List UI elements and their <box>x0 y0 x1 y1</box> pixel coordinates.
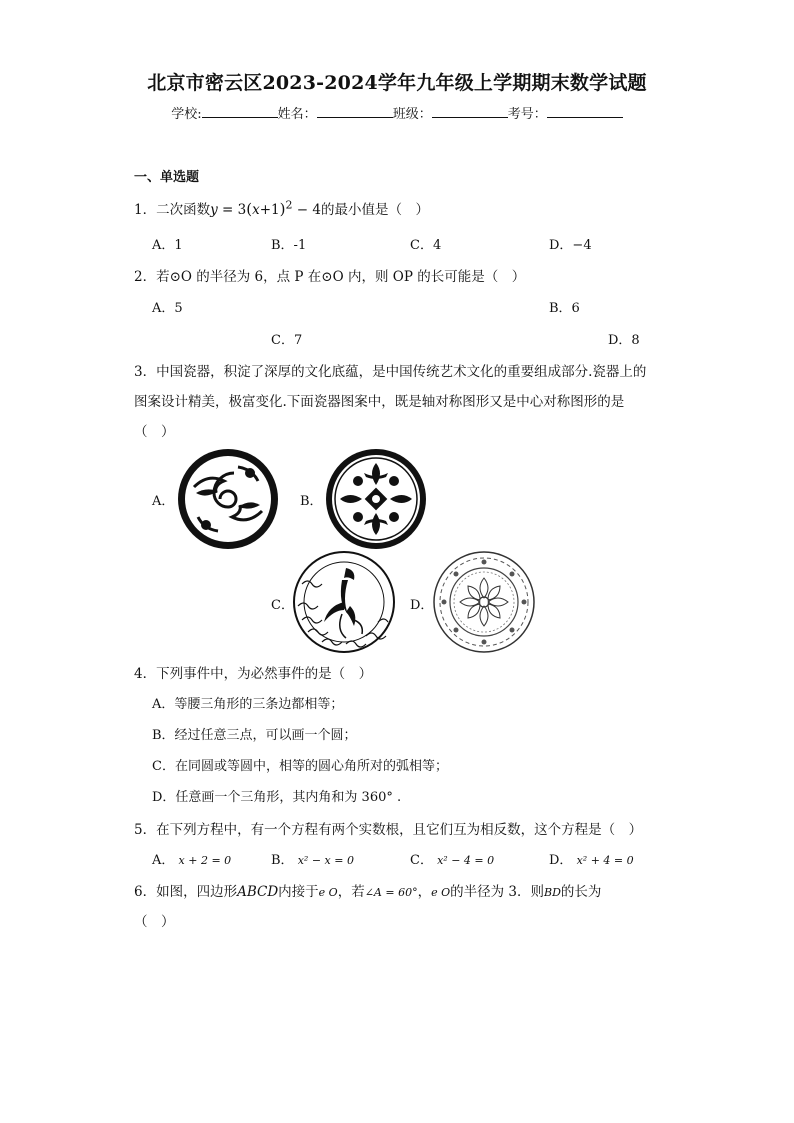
q3-option-b[interactable]: B． <box>300 494 323 509</box>
school-field: 学校: <box>171 103 277 122</box>
question-4: 4．下列事件中，为必然事件的是（ ） <box>134 666 373 682</box>
arc-bd: BD <box>544 886 561 899</box>
q2-option-c[interactable]: C．7 <box>271 333 303 348</box>
q2-option-b[interactable]: B．6 <box>549 301 580 316</box>
q1-option-d[interactable]: D．−4 <box>549 238 592 253</box>
q3-option-d[interactable]: D． <box>410 598 434 613</box>
section-heading: 一、单选题 <box>134 170 200 185</box>
q1-option-c[interactable]: C．4 <box>410 238 442 253</box>
question-5: 5．在下列方程中，有一个方程有两个实数根，且它们互为相反数，这个方程是（ ） <box>134 822 643 838</box>
question-2: 2．若⊙O 的半径为 6，点 P 在⊙O 内，则 OP 的长可能是（ ） <box>134 269 526 285</box>
q4-option-d[interactable]: D．任意画一个三角形，其内角和为 360° . <box>152 790 402 805</box>
porcelain-c-image <box>292 550 396 654</box>
exam-number-field: 考号： <box>508 103 623 122</box>
question-6-line-2: （ ） <box>134 914 175 930</box>
q2-option-d[interactable]: D．8 <box>608 333 640 348</box>
q4-option-c[interactable]: C．在同圆或等圆中，相等的圆心角所对的弧相等； <box>152 759 448 774</box>
q5-option-b[interactable]: B． x² − x = 0 <box>271 853 354 868</box>
question-6: 6．如图，四边形ABCD内接于e O，若∠A = 60°，e O的半径为 3．则BD的长为 <box>134 884 602 900</box>
class-blank[interactable] <box>432 105 508 118</box>
page-title: 北京市密云区2023-2024学年九年级上学期期末数学试题 <box>147 72 647 94</box>
q1-option-a[interactable]: A．1 <box>152 238 183 253</box>
class-field: 班级： <box>393 103 508 122</box>
q4-option-a[interactable]: A．等腰三角形的三条边都相等； <box>152 697 344 712</box>
q5-formula-a: x + 2 = 0 <box>178 854 232 867</box>
question-1: 1．二次函数$y = 3(x+1)^2 - 4$的最小值是（ ） <box>134 198 429 218</box>
school-blank[interactable] <box>202 105 278 118</box>
porcelain-a-image <box>176 447 280 551</box>
question-3-line-1: 3．中国瓷器，积淀了深厚的文化底蕴，是中国传统艺术文化的重要组成部分.瓷器上的 <box>134 364 647 380</box>
question-3-line-3: （ ） <box>134 424 175 440</box>
student-info-row <box>0 103 794 122</box>
name-field: 姓名： <box>278 103 393 122</box>
q4-option-b[interactable]: B．经过任意三点，可以画一个圆； <box>152 728 357 743</box>
q5-formula-d: x² + 4 = 0 <box>576 854 634 867</box>
porcelain-b-image <box>324 447 428 551</box>
q3-option-c[interactable]: C． <box>271 598 294 613</box>
q3-option-a[interactable]: A． <box>152 494 175 509</box>
q2-option-a[interactable]: A．5 <box>152 301 183 316</box>
q5-option-d[interactable]: D． x² + 4 = 0 <box>549 853 634 868</box>
question-3-line-2: 图案设计精美，极富变化.下面瓷器图案中，既是轴对称图形又是中心对称图形的是 <box>134 394 625 410</box>
q5-formula-c: x² − 4 = 0 <box>437 854 495 867</box>
name-blank[interactable] <box>317 105 393 118</box>
q5-formula-b: x² − x = 0 <box>297 854 354 867</box>
q5-option-c[interactable]: C． x² − 4 = 0 <box>410 853 495 868</box>
porcelain-d-image <box>432 550 536 654</box>
q5-option-a[interactable]: A． x + 2 = 0 <box>152 853 232 868</box>
q1-option-b[interactable]: B．-1 <box>271 238 307 253</box>
exam-number-blank[interactable] <box>547 105 623 118</box>
